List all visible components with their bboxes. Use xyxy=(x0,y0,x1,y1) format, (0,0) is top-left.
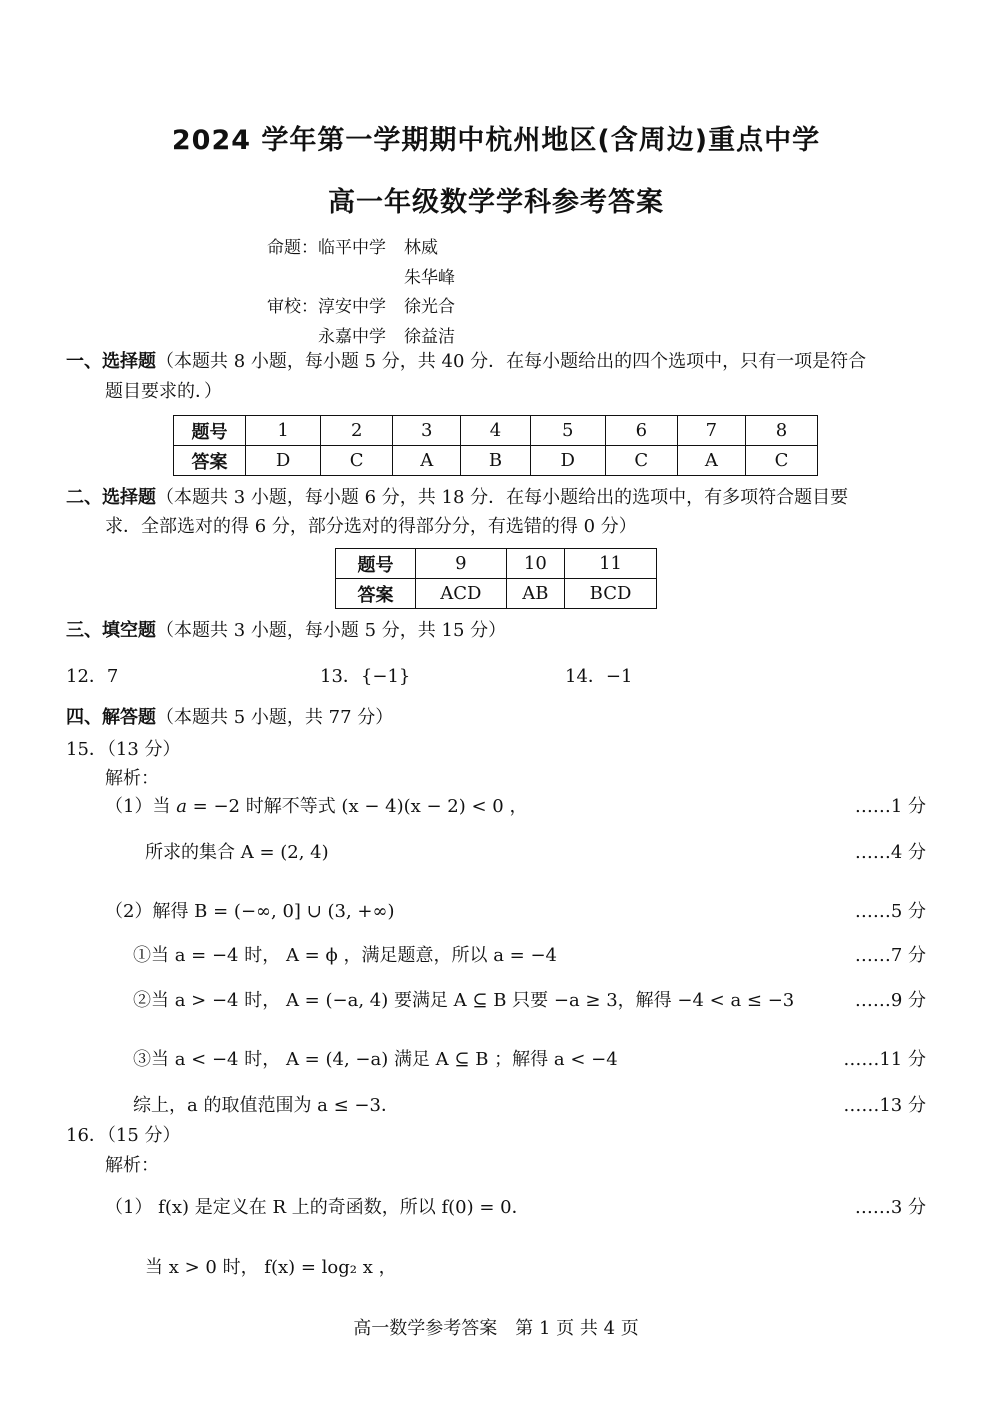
table-cell: 8 xyxy=(745,416,817,446)
section-3-desc: （本题共 3 小题，每小题 5 分，共 15 分） xyxy=(156,620,507,641)
table-cell: 6 xyxy=(605,416,677,446)
page-title: 2024 学年第一学期期中杭州地区(含周边)重点中学 xyxy=(171,125,821,156)
table-cell: A xyxy=(393,446,461,476)
q15-step-6: ③当 a < −4 时， A = (4, −a) 满足 A ⊆ B ；解得 a < −4 xyxy=(133,1049,618,1070)
table-cell: 4 xyxy=(461,416,530,446)
table-cell: 10 xyxy=(506,549,564,579)
table-header-cell: 答案 xyxy=(336,579,416,609)
proposer-name-1: 林威 xyxy=(404,238,438,258)
page-footer: 高一数学参考答案 第 1 页 共 4 页 xyxy=(353,1318,639,1339)
table-cell: 9 xyxy=(416,549,507,579)
table-cell: C xyxy=(605,446,677,476)
q15-step-1-score: ……1 分 xyxy=(854,796,926,817)
reviewer-name-2: 徐益洁 xyxy=(404,327,455,347)
table-cell: D xyxy=(246,446,321,476)
table-header-cell: 题号 xyxy=(174,416,246,446)
q16-step-1: （1） f(x) 是定义在 R 上的奇函数，所以 f(0) = 0． xyxy=(105,1197,530,1218)
table-cell: A xyxy=(677,446,745,476)
q15-step-1-text: = −2 时解不等式 (x − 4)(x − 2) < 0 ， xyxy=(186,796,528,817)
reviewer-name-1: 徐光合 xyxy=(404,297,455,317)
table-cell: C xyxy=(321,446,393,476)
proposer-name-2: 朱华峰 xyxy=(404,268,455,288)
section-2-desc-1: （本题共 3 小题，每小题 6 分，共 18 分．在每小题给出的选项中，有多项符合题目要 xyxy=(156,487,849,508)
section-1-heading: 一、选择题 xyxy=(66,351,156,372)
q15-step-6-score: ……11 分 xyxy=(843,1049,926,1070)
table-cell: B xyxy=(461,446,530,476)
q15-step-1-var: a xyxy=(176,796,187,817)
answer-table-2 xyxy=(335,548,657,609)
page-subtitle: 高一年级数学学科参考答案 xyxy=(328,187,664,218)
answer-table-2-answer-row xyxy=(336,579,657,609)
table-header-cell: 答案 xyxy=(174,446,246,476)
section-3-line xyxy=(66,615,506,647)
proposer-label: 命题： xyxy=(267,238,318,258)
section-1-desc-1: （本题共 8 小题，每小题 5 分，共 40 分．在每小题给出的四个选项中，只有一项是符合 xyxy=(156,351,867,372)
q15-analysis-label: 解析： xyxy=(105,768,159,789)
table-cell: 7 xyxy=(677,416,745,446)
proposer-school: 临平中学 xyxy=(318,238,386,258)
table-cell: BCD xyxy=(565,579,657,609)
table-cell: 11 xyxy=(565,549,657,579)
table-cell: 1 xyxy=(246,416,321,446)
q15-step-5-score: ……9 分 xyxy=(854,990,926,1011)
section-2-line-1 xyxy=(66,482,848,514)
q15-step-1-prefix: （1）当 xyxy=(105,796,177,817)
q15-step-7-score: ……13 分 xyxy=(843,1095,926,1116)
table-cell: 2 xyxy=(321,416,393,446)
reviewer-school-2: 永嘉中学 xyxy=(318,327,386,347)
answer-table-1-answer-row xyxy=(174,446,818,476)
answer-table-2-number-row xyxy=(336,549,657,579)
section-4-heading: 四、解答题 xyxy=(66,707,156,728)
q16-step-1-score: ……3 分 xyxy=(854,1197,926,1218)
q15-step-1 xyxy=(105,792,527,818)
answer-table-1 xyxy=(173,415,818,476)
q15-step-3-score: ……5 分 xyxy=(854,901,926,922)
q15-step-4: ①当 a = −4 时， A = ϕ ，满足题意，所以 a = −4 xyxy=(133,945,557,966)
answer-13-value: {−1} xyxy=(360,666,411,687)
table-cell: 5 xyxy=(530,416,605,446)
section-1-desc-2: 题目要求的．） xyxy=(105,381,222,402)
q15-step-2-score: ……4 分 xyxy=(854,842,926,863)
answer-13-label: 13． xyxy=(320,666,361,687)
answer-12: 12．7 xyxy=(66,666,119,687)
section-4-desc: （本题共 5 小题，共 77 分） xyxy=(156,707,394,728)
section-4-line xyxy=(66,702,393,734)
q15-step-4-score: ……7 分 xyxy=(854,945,926,966)
answer-14: 14．−1 xyxy=(565,666,633,687)
table-cell: 3 xyxy=(393,416,461,446)
q15-step-2: 所求的集合 A = (2, 4) xyxy=(145,842,329,863)
q15-step-7: 综上，a 的取值范围为 a ≤ −3． xyxy=(133,1095,399,1116)
q16-step-2: 当 x > 0 时， f(x) = log₂ x ， xyxy=(145,1257,397,1278)
reviewer-school-1: 淳安中学 xyxy=(318,297,386,317)
answer-table-1-number-row xyxy=(174,416,818,446)
table-header-cell: 题号 xyxy=(336,549,416,579)
table-cell: C xyxy=(745,446,817,476)
answer-13 xyxy=(320,662,410,688)
section-2-desc-2: 求．全部选对的得 6 分，部分选对的得部分分，有选错的得 0 分） xyxy=(105,516,637,537)
q16-header: 16．（15 分） xyxy=(66,1125,181,1146)
reviewer-label: 审校： xyxy=(267,297,318,317)
q16-analysis-label: 解析： xyxy=(105,1155,159,1176)
section-3-heading: 三、填空题 xyxy=(66,620,156,641)
table-cell: D xyxy=(530,446,605,476)
table-cell: AB xyxy=(506,579,564,609)
section-1-line-1 xyxy=(66,346,866,378)
q15-header: 15．（13 分） xyxy=(66,739,181,760)
section-2-heading: 二、选择题 xyxy=(66,487,156,508)
q15-step-5: ②当 a > −4 时， A = (−a, 4) 要满足 A ⊆ B 只要 −a ≥ 3，解得 −4 < a ≤ −3 xyxy=(133,990,795,1011)
table-cell: ACD xyxy=(416,579,507,609)
q15-step-3: （2）解得 B = (−∞, 0] ∪ (3, +∞) xyxy=(105,901,395,922)
